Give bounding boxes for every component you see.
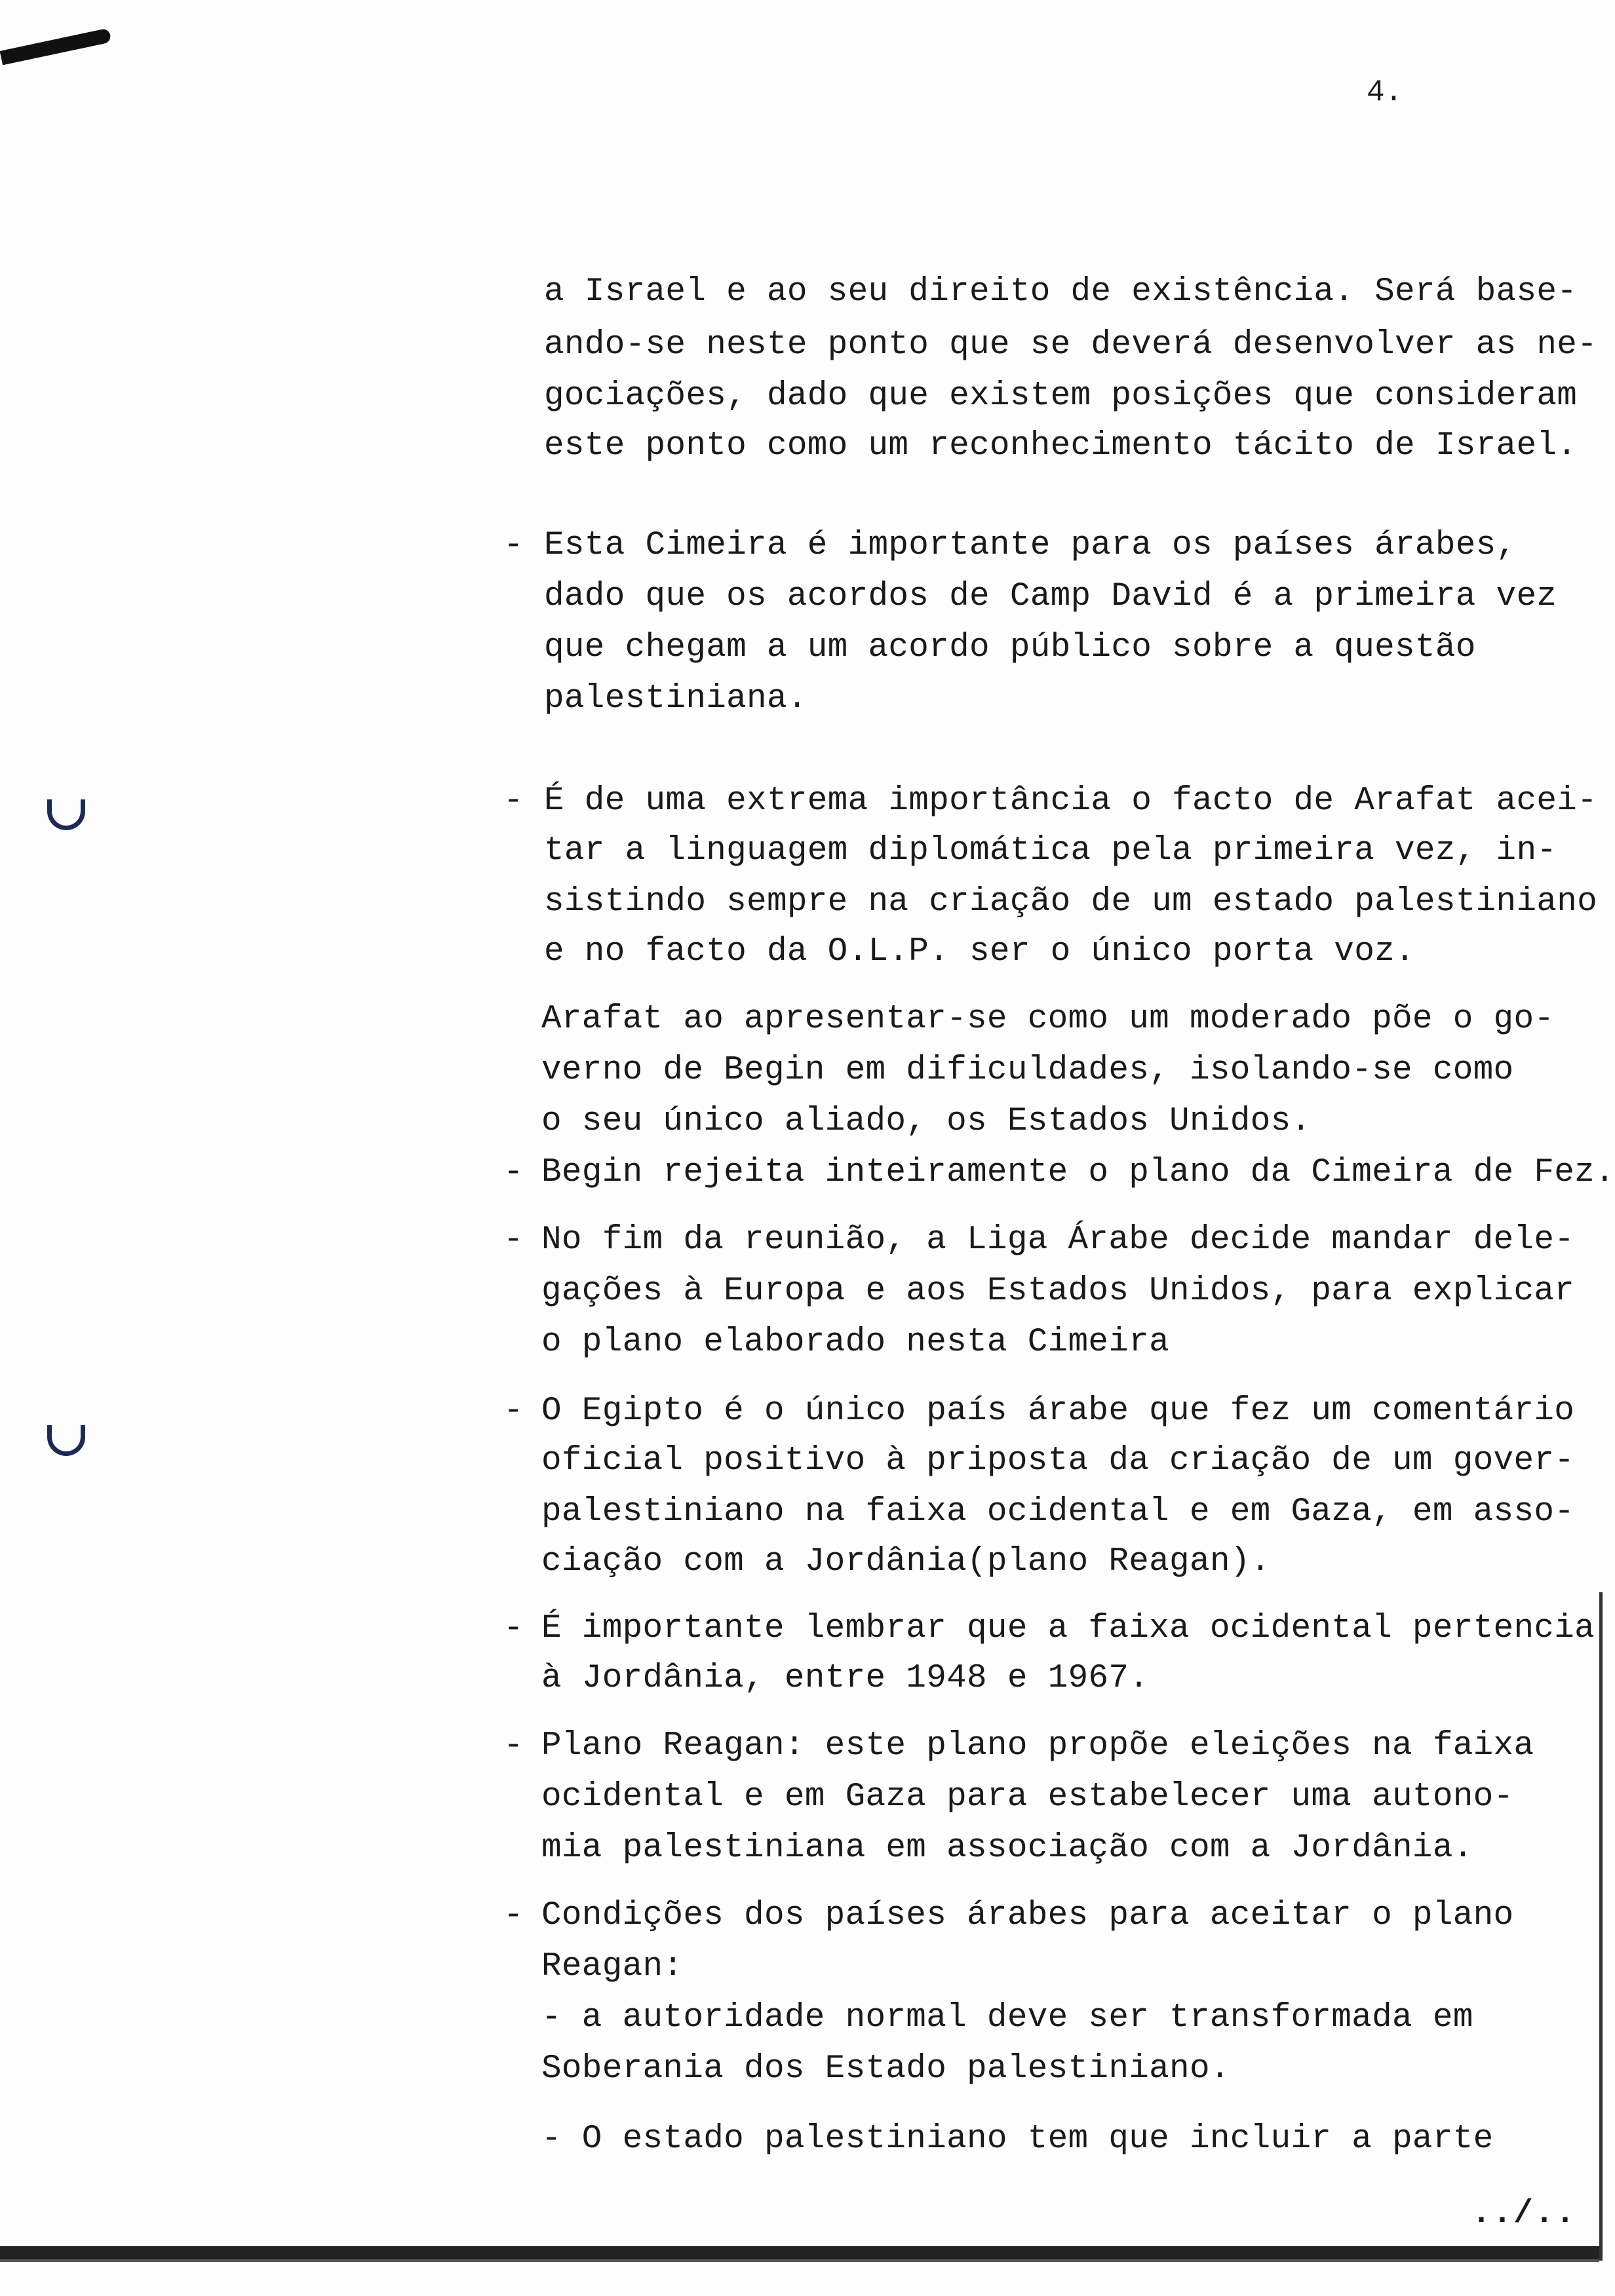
- bullet-dash: -: [503, 782, 524, 820]
- bullet-dash: -: [503, 1727, 524, 1765]
- text-line: Arafat ao apresentar-se como um moderado põe o go-: [541, 1001, 1555, 1038]
- text-line: este ponto como um reconhecimento tácito de Israel.: [544, 427, 1578, 465]
- text-line: Soberania dos Estado palestiniano.: [541, 2050, 1230, 2088]
- text-line: Reagan:: [541, 1948, 684, 1985]
- bullet-dash: -: [503, 527, 524, 564]
- text-line: gociações, dado que existem posições que consideram: [544, 377, 1578, 415]
- text-line: oficial positivo à priposta da criação de um gover-: [541, 1442, 1575, 1480]
- bullet-dash: -: [503, 1221, 524, 1259]
- text-line: Esta Cimeira é importante para os países árabes,: [544, 527, 1517, 564]
- text-line: mia palestiniana em associação com a Jordânia.: [541, 1829, 1473, 1867]
- text-line: É importante lembrar que a faixa ocidental pertencia: [541, 1610, 1595, 1647]
- text-line: Begin rejeita inteiramente o plano da Cimeira de Fez.: [541, 1154, 1615, 1191]
- text-line: ando-se neste ponto que se deverá desenvolver as ne-: [544, 326, 1598, 364]
- text-line: - a autoridade normal deve ser transformada em: [541, 1999, 1473, 2037]
- bullet-dash: -: [503, 1154, 524, 1191]
- punch-hole-mark: [47, 1425, 85, 1456]
- bullet-dash: -: [503, 1897, 524, 1934]
- page-number: 4.: [1367, 75, 1403, 109]
- text-line: que chegam a um acordo público sobre a questão: [544, 629, 1476, 666]
- margin-rule: [1599, 1592, 1603, 2261]
- text-line: e no facto da O.L.P. ser o único porta voz.: [544, 933, 1415, 970]
- text-line: É de uma extrema importância o facto de Arafat acei-: [544, 782, 1598, 820]
- text-line: Plano Reagan: este plano propõe eleições na faixa: [541, 1727, 1534, 1765]
- text-line: ocidental e em Gaza para estabelecer uma autono-: [541, 1778, 1514, 1816]
- text-line: o plano elaborado nesta Cimeira: [541, 1324, 1170, 1361]
- text-line: palestiniano na faixa ocidental e em Gaza, em asso-: [541, 1493, 1575, 1531]
- text-line: gações à Europa e aos Estados Unidos, para explicar: [541, 1272, 1575, 1310]
- text-line: verno de Begin em dificuldades, isolando-se como: [541, 1052, 1514, 1089]
- continuation-mark: ../..: [1471, 2195, 1577, 2232]
- scan-edge: [0, 2246, 1599, 2259]
- text-line: No fim da reunião, a Liga Árabe decide mandar dele-: [541, 1221, 1575, 1259]
- scan-mark: [0, 28, 111, 66]
- text-line: à Jordânia, entre 1948 e 1967.: [541, 1660, 1150, 1697]
- text-line: a Israel e ao seu direito de existência. Será base-: [544, 273, 1578, 311]
- punch-hole-mark: [47, 799, 85, 830]
- text-line: Condições dos países árabes para aceitar o plano: [541, 1897, 1514, 1934]
- text-line: dado que os acordos de Camp David é a primeira vez: [544, 578, 1557, 615]
- text-line: tar a linguagem diplomática pela primeira vez, in-: [544, 832, 1557, 870]
- text-line: o seu único aliado, os Estados Unidos.: [541, 1103, 1312, 1140]
- text-line: palestiniana.: [544, 680, 808, 718]
- text-line: ciação com a Jordânia(plano Reagan).: [541, 1543, 1271, 1580]
- text-line: O Egipto é o único país árabe que fez um comentário: [541, 1392, 1575, 1430]
- bullet-dash: -: [503, 1392, 524, 1430]
- text-line: sistindo sempre na criação de um estado palestiniano: [544, 883, 1598, 921]
- text-line: - O estado palestiniano tem que incluir a parte: [541, 2120, 1494, 2158]
- bullet-dash: -: [503, 1610, 524, 1647]
